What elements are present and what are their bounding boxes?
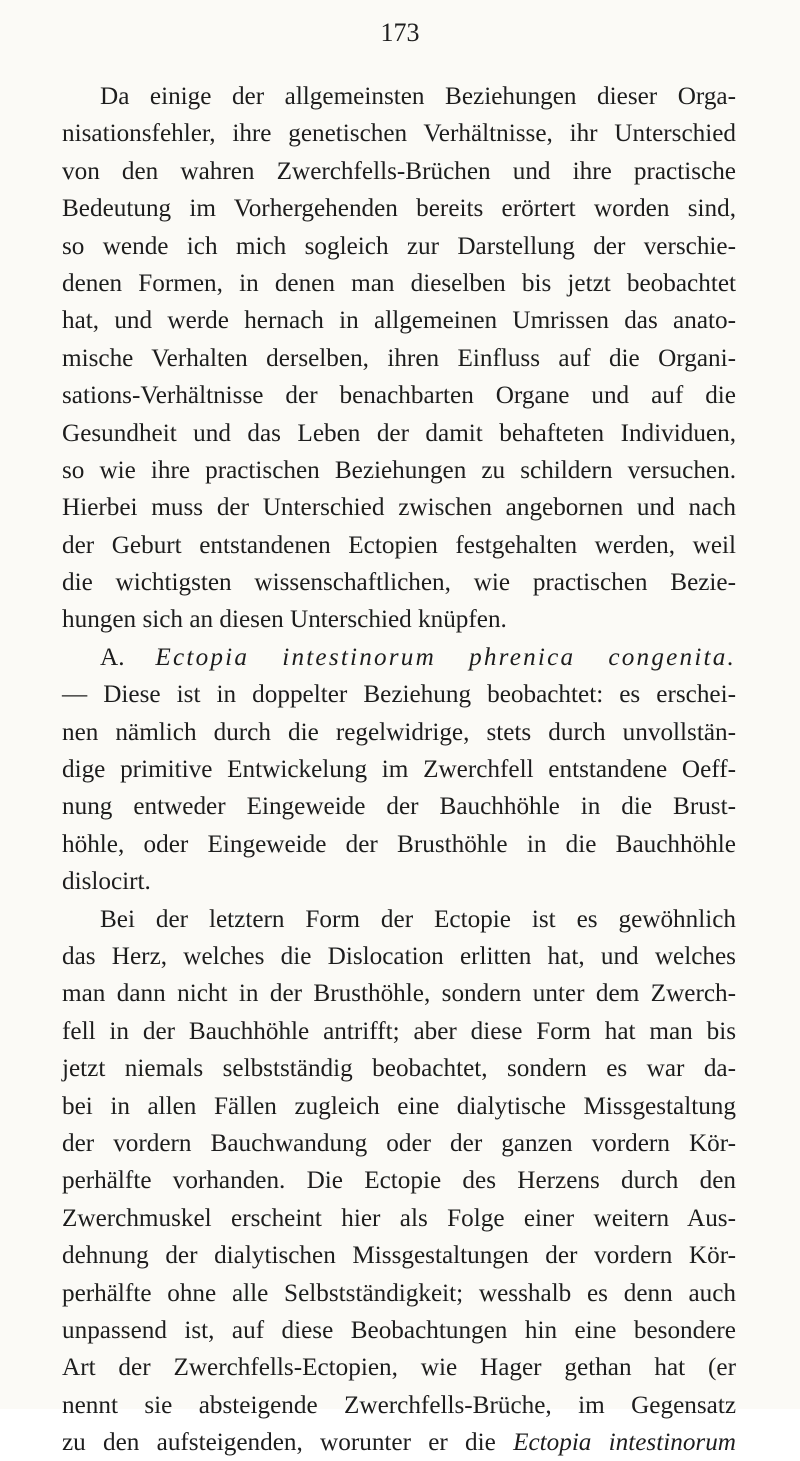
text-line: nennt sie absteigende Zwerchfells-Brüche, im Gegensatz <box>62 1391 736 1419</box>
text-line: bei in allen Fällen zugleich eine dialytische Missgestaltung <box>62 1092 736 1120</box>
text-line: so wie ihre practischen Beziehungen zu schildern versuchen. <box>62 456 736 484</box>
text-line: mische Verhalten derselben, ihren Einfluss auf die Organi- <box>62 344 736 372</box>
text-line: man dann nicht in der Brusthöhle, sondern unter dem Zwerch- <box>62 980 736 1008</box>
text-line: — Diese ist in doppelter Beziehung beobachtet: es erschei- <box>62 681 736 709</box>
section-heading-title: Ectopia intestinorum phrenica congenita. <box>155 643 737 671</box>
text-line: sations-Verhältnisse der benachbarten Organe und auf die <box>62 382 736 410</box>
text-line: hungen sich an diesen Unterschied knüpfen. <box>62 606 507 634</box>
text-line: perhälfte ohne alle Selbstständigkeit; wesshalb es denn auch <box>62 1279 736 1307</box>
text-line: hat, und werde hernach in allgemeinen Umrissen das anato- <box>62 307 736 335</box>
text-line: Zwerchmuskel erscheint hier als Folge einer weitern Aus- <box>62 1204 736 1232</box>
text-line: jetzt niemals selbstständig beobachtet, sondern es war da- <box>62 1055 736 1083</box>
text-line: dehnung der dialytischen Missgestaltungen der vordern Kör- <box>62 1242 736 1270</box>
section-heading-prefix: A. <box>100 643 125 671</box>
text-line: perhälfte vorhanden. Die Ectopie des Herzens durch den <box>62 1167 736 1195</box>
text-line: Bei der letztern Form der Ectopie ist es gewöhnlich <box>100 905 736 933</box>
text-line: Gesundheit und das Leben der damit behafteten Individuen, <box>62 419 736 447</box>
text-line: dige primitive Entwickelung im Zwerchfell entstandene Oeff- <box>62 756 736 784</box>
text-line: der vordern Bauchwandung oder der ganzen vordern Kör- <box>62 1129 736 1157</box>
text-line: fell in der Bauchhöhle antrifft; aber diese Form hat man bis <box>62 1017 736 1045</box>
text-line: nung entweder Eingeweide der Bauchhöhle in die Brust- <box>62 793 736 821</box>
text-line: unpassend ist, auf diese Beobachtungen hin eine besondere <box>62 1316 736 1344</box>
text-line: nisationsfehler, ihre genetischen Verhältnisse, ihr Unterschied <box>62 120 736 148</box>
final-line-start: zu den aufsteigenden, worunter er die <box>62 1429 496 1457</box>
text-line: von den wahren Zwerchfells-Brüchen und ihre practische <box>62 157 736 185</box>
text-line: Hierbei muss der Unterschied zwischen angebornen und nach <box>62 494 736 522</box>
page-number: 173 <box>380 18 420 47</box>
text-line: so wende ich mich sogleich zur Darstellung der verschie- <box>62 232 736 260</box>
text-line: der Geburt entstandenen Ectopien festgehalten werden, weil <box>62 531 736 559</box>
text-line: Bedeutung im Vorhergehenden bereits erörtert worden sind, <box>62 195 736 223</box>
body-text <box>62 78 736 1461</box>
text-line <box>62 1424 736 1461</box>
text-line: höhle, oder Eingeweide der Brusthöhle in die Bauchhöhle <box>62 830 736 858</box>
text-line: Art der Zwerchfells-Ectopien, wie Hager gethan hat (er <box>62 1354 736 1382</box>
section-heading <box>62 639 736 676</box>
text-line: nen nämlich durch die regelwidrige, stets durch unvollstän- <box>62 718 736 746</box>
text-line: die wichtigsten wissenschaftlichen, wie practischen Bezie- <box>62 569 736 597</box>
text-line: dislocirt. <box>62 868 151 896</box>
text-line: denen Formen, in denen man dieselben bis jetzt beobachtet <box>62 269 736 297</box>
text-line: das Herz, welches die Dislocation erlitten hat, und welches <box>62 942 736 970</box>
text-line: Da einige der allgemeinsten Beziehungen dieser Orga- <box>100 83 736 110</box>
final-line-italic: Ectopia intestinorum <box>513 1429 736 1457</box>
